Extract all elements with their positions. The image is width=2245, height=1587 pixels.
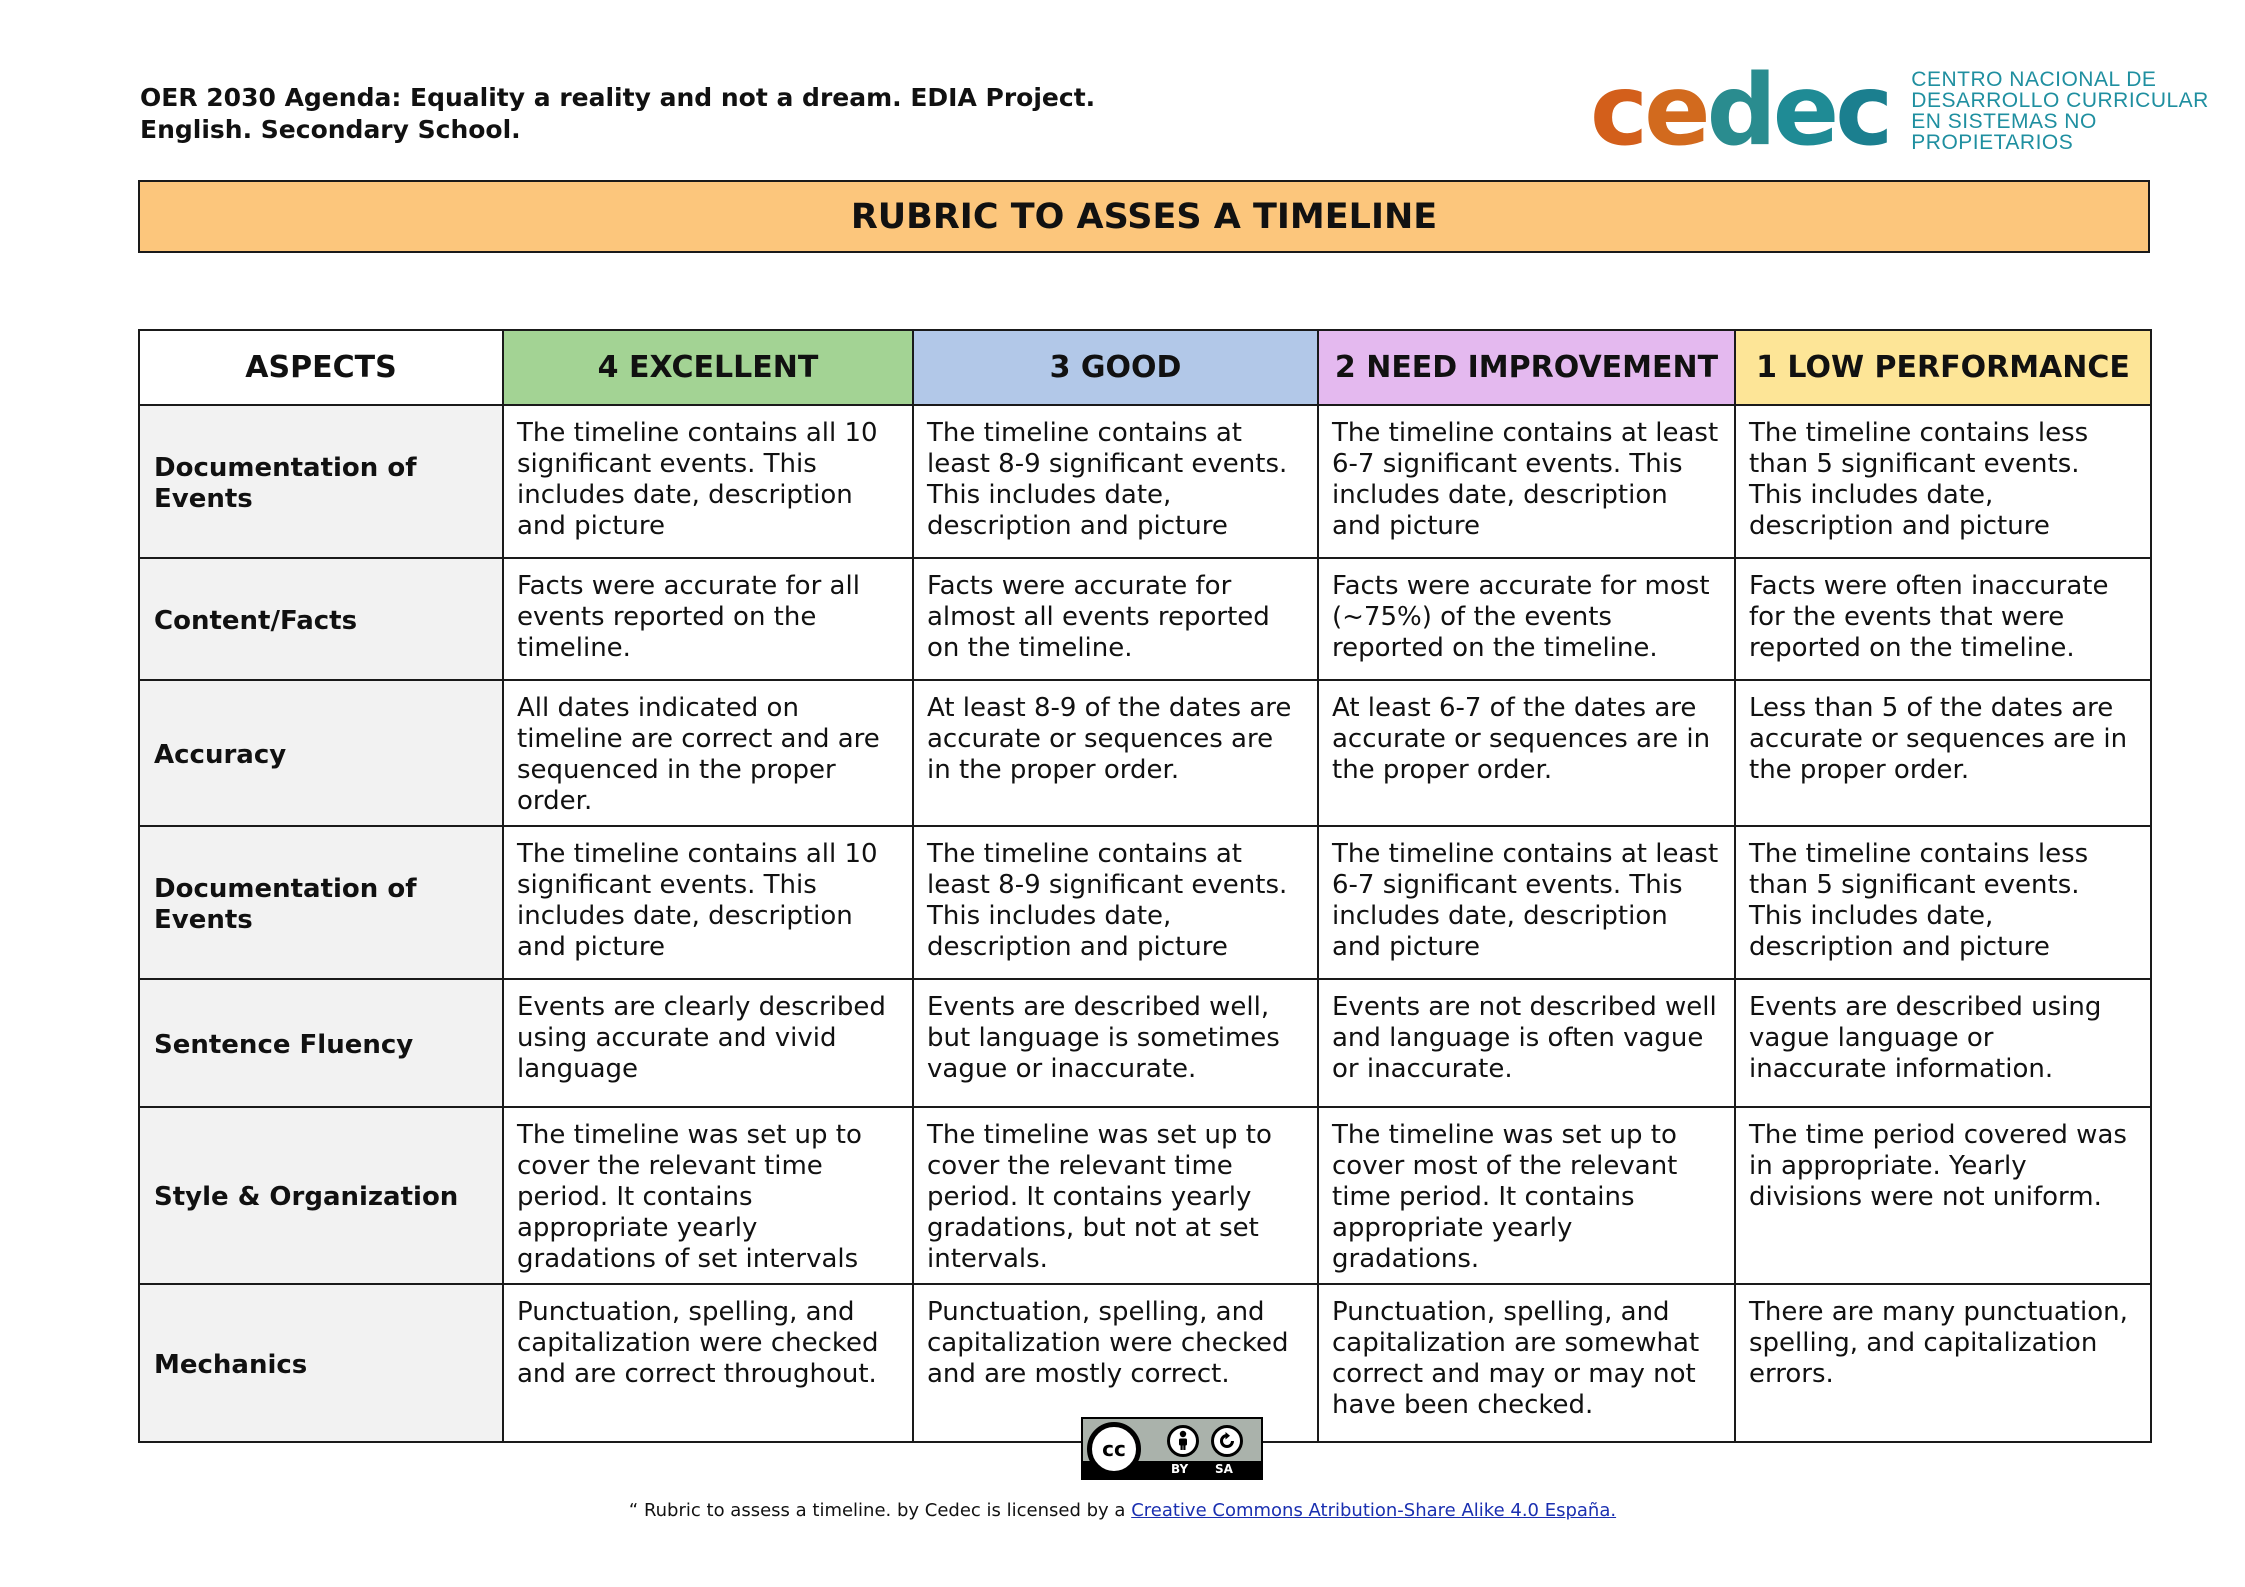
good-cell: The timeline contains at least 8-9 significant events. This includes date, description and picture bbox=[913, 826, 1318, 979]
share-alike-icon bbox=[1211, 1425, 1243, 1457]
header-row bbox=[139, 330, 2151, 405]
table-row bbox=[139, 826, 2151, 979]
table-row bbox=[139, 979, 2151, 1107]
good-cell: The timeline contains at least 8-9 significant events. This includes date, description and picture bbox=[913, 405, 1318, 558]
rubric-table bbox=[138, 329, 2152, 1443]
excellent-cell: Events are clearly described using accurate and vivid language bbox=[503, 979, 913, 1107]
aspect-cell: Documentation of Events bbox=[139, 405, 503, 558]
low-cell: The time period covered was in appropriate. Yearly divisions were not uniform. bbox=[1735, 1107, 2151, 1284]
header-need-improvement: 2 NEED IMPROVEMENT bbox=[1318, 330, 1735, 405]
cedec-logo-word: cedec bbox=[1590, 54, 1890, 168]
need-cell: The timeline was set up to cover most of the relevant time period. It contains appropriate yearly gradations. bbox=[1318, 1107, 1735, 1284]
need-cell: The timeline contains at least 6-7 significant events. This includes date, description and picture bbox=[1318, 826, 1735, 979]
aspect-cell: Accuracy bbox=[139, 680, 503, 826]
low-cell: Facts were often inaccurate for the events that were reported on the timeline. bbox=[1735, 558, 2151, 680]
header-low-performance: 1 LOW PERFORMANCE bbox=[1735, 330, 2151, 405]
table-row bbox=[139, 558, 2151, 680]
table-row bbox=[139, 1107, 2151, 1284]
cc-by-label: BY bbox=[1171, 1462, 1189, 1476]
header-line-1: OER 2030 Agenda: Equality a reality and not a dream. EDIA Project. bbox=[140, 83, 1096, 112]
license-footer bbox=[0, 1500, 2245, 1521]
need-cell: Facts were accurate for most (~75%) of the events reported on the timeline. bbox=[1318, 558, 1735, 680]
good-cell: Events are described well, but language is sometimes vague or inaccurate. bbox=[913, 979, 1318, 1107]
excellent-cell: Punctuation, spelling, and capitalization were checked and are correct throughout. bbox=[503, 1284, 913, 1442]
cc-icon: cc bbox=[1087, 1422, 1141, 1476]
aspect-cell: Style & Organization bbox=[139, 1107, 503, 1284]
aspect-cell: Documentation of Events bbox=[139, 826, 503, 979]
excellent-cell: Facts were accurate for all events reported on the timeline. bbox=[503, 558, 913, 680]
aspect-cell: Sentence Fluency bbox=[139, 979, 503, 1107]
rubric-title: RUBRIC TO ASSES A TIMELINE bbox=[138, 180, 2150, 253]
header-excellent: 4 EXCELLENT bbox=[503, 330, 913, 405]
header-aspects: ASPECTS bbox=[139, 330, 503, 405]
aspect-cell: Mechanics bbox=[139, 1284, 503, 1442]
cc-license-badge[interactable] bbox=[1081, 1417, 1263, 1480]
cedec-logo bbox=[1590, 54, 2245, 168]
good-cell: At least 8-9 of the dates are accurate or sequences are in the proper order. bbox=[913, 680, 1318, 826]
good-cell: Punctuation, spelling, and capitalization were checked and are mostly correct. bbox=[913, 1284, 1318, 1442]
need-cell: At least 6-7 of the dates are accurate or sequences are in the proper order. bbox=[1318, 680, 1735, 826]
low-cell: The timeline contains less than 5 significant events. This includes date, description and picture bbox=[1735, 405, 2151, 558]
license-link[interactable]: Creative Commons Atribution-Share Alike 4.0 España. bbox=[1131, 1500, 1617, 1521]
attribution-person-icon bbox=[1167, 1425, 1199, 1457]
excellent-cell: The timeline was set up to cover the relevant time period. It contains appropriate yearly gradations of set intervals bbox=[503, 1107, 913, 1284]
header-good: 3 GOOD bbox=[913, 330, 1318, 405]
low-cell: Less than 5 of the dates are accurate or sequences are in the proper order. bbox=[1735, 680, 2151, 826]
excellent-cell: The timeline contains all 10 significant events. This includes date, description and picture bbox=[503, 826, 913, 979]
cedec-logo-subtitle: CENTRO NACIONAL DE DESARROLLO CURRICULAR EN SISTEMAS NO PROPIETARIOS bbox=[1911, 68, 2209, 154]
need-cell: The timeline contains at least 6-7 significant events. This includes date, description and picture bbox=[1318, 405, 1735, 558]
header-line-2: English. Secondary School. bbox=[140, 115, 521, 144]
cc-sa-label: SA bbox=[1215, 1462, 1233, 1476]
low-cell: The timeline contains less than 5 significant events. This includes date, description and picture bbox=[1735, 826, 2151, 979]
need-cell: Events are not described well and language is often vague or inaccurate. bbox=[1318, 979, 1735, 1107]
aspect-cell: Content/Facts bbox=[139, 558, 503, 680]
low-cell: There are many punctuation, spelling, and capitalization errors. bbox=[1735, 1284, 2151, 1442]
table-row bbox=[139, 405, 2151, 558]
low-cell: Events are described using vague language or inaccurate information. bbox=[1735, 979, 2151, 1107]
good-cell: The timeline was set up to cover the relevant time period. It contains yearly gradations, but not at set intervals. bbox=[913, 1107, 1318, 1284]
excellent-cell: All dates indicated on timeline are correct and are sequenced in the proper order. bbox=[503, 680, 913, 826]
table-row bbox=[139, 680, 2151, 826]
need-cell: Punctuation, spelling, and capitalization are somewhat correct and may or may not have been checked. bbox=[1318, 1284, 1735, 1442]
good-cell: Facts were accurate for almost all events reported on the timeline. bbox=[913, 558, 1318, 680]
document-header bbox=[140, 82, 1095, 146]
license-text: “ Rubric to assess a timeline. by Cedec is licensed by a bbox=[628, 1500, 1132, 1521]
excellent-cell: The timeline contains all 10 significant events. This includes date, description and picture bbox=[503, 405, 913, 558]
